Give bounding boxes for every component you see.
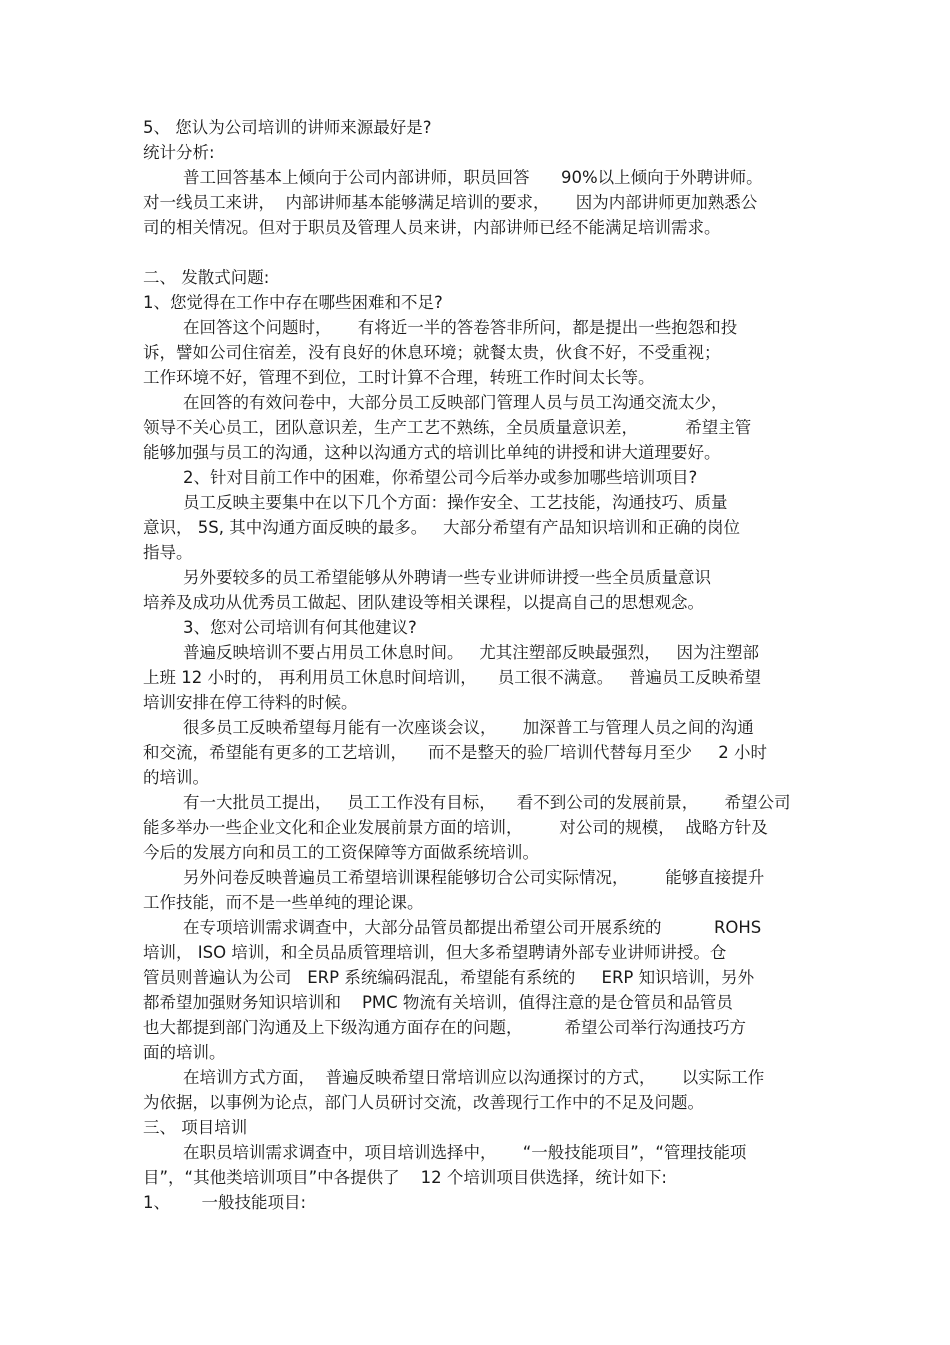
question-2-heading: 2、针对目前工作中的困难，你希望公司今后举办或参加哪些培训项目? (183, 468, 698, 487)
paragraph-line: 员工反映主要集中在以下几个方面：操作安全、工艺技能，沟通技巧、质量 (183, 493, 728, 512)
paragraph-line: 目”，“其他类培训项目”中各提供了 12 个培训项目供选择，统计如下: (143, 1168, 667, 1187)
paragraph-line: 很多员工反映希望每月能有一次座谈会议， 加深普工与管理人员之间的沟通 (183, 718, 754, 737)
paragraph-line: 在专项培训需求调查中，大部分品管员都提出希望公司开展系统的 ROHS (183, 918, 762, 937)
question-3-heading: 3、您对公司培训有何其他建议? (183, 618, 417, 637)
paragraph-line: 培训， ISO 培训，和全员品质管理培训，但大多希望聘请外部专业讲师讲授。仓 (143, 943, 727, 962)
paragraph-line: 工作技能，而不是一些单纯的理论课。 (143, 893, 424, 912)
paragraph-line: 指导。 (143, 543, 193, 562)
paragraph-line: 在回答这个问题时， 有将近一半的答卷答非所问，都是提出一些抱怨和投 (183, 318, 738, 337)
paragraph-line: 在回答的有效问卷中，大部分员工反映部门管理人员与员工沟通交流太少， (183, 393, 728, 412)
paragraph-line: 诉，譬如公司住宿差，没有良好的休息环境；就餐太贵，伙食不好，不受重视； (143, 343, 721, 362)
paragraph-line: 培养及成功从优秀员工做起、团队建设等相关课程，以提高自己的思想观念。 (143, 593, 704, 612)
paragraph-line: 和交流，希望能有更多的工艺培训， 而不是整天的验厂培训代替每月至少 2 小时 (143, 743, 767, 762)
paragraph-line: 司的相关情况。但对于职员及管理人员来讲，内部讲师已经不能满足培训需求。 (143, 218, 721, 237)
paragraph-line: 都希望加强财务知识培训和 PMC 物流有关培训，值得注意的是仓管员和品管员 (143, 993, 733, 1012)
paragraph-line: 在培训方式方面， 普遍反映希望日常培训应以沟通探讨的方式， 以实际工作 (183, 1068, 765, 1087)
paragraph-line: 管员则普遍认为公司 ERP 系统编码混乱，希望能有系统的 ERP 知识培训，另外 (143, 968, 755, 987)
paragraph-line: 有一大批员工提出， 员工工作没有目标， 看不到公司的发展前景， 希望公司 (183, 793, 791, 812)
paragraph-line: 能够加强与员工的沟通，这种以沟通方式的培训比单纯的讲授和讲大道理要好。 (143, 443, 721, 462)
paragraph-line: 在职员培训需求调查中，项目培训选择中， “一般技能项目”，“管理技能项 (183, 1143, 747, 1162)
section-2-heading: 二、 发散式问题: (143, 268, 270, 287)
paragraph-line: 普遍反映培训不要占用员工休息时间。 尤其注塑部反映最强烈， 因为注塑部 (183, 643, 759, 662)
section-3-heading: 三、 项目培训 (143, 1118, 248, 1137)
question-5-heading: 5、 您认为公司培训的讲师来源最好是? (143, 118, 432, 137)
paragraph-line: 的培训。 (143, 768, 209, 787)
paragraph-line: 上班 12 小时的， 再利用员工休息时间培训， 员工很不满意。 普遍员工反映希望 (143, 668, 761, 687)
paragraph-line: 对一线员工来讲， 内部讲师基本能够满足培训的要求， 因为内部讲师更加熟悉公 (143, 193, 758, 212)
subsection-1-heading: 1、 一般技能项目: (143, 1193, 307, 1212)
paragraph-line: 为依据，以事例为论点，部门人员研讨交流，改善现行工作中的不足及问题。 (143, 1093, 704, 1112)
paragraph-line: 也大都提到部门沟通及上下级沟通方面存在的问题， 希望公司举行沟通技巧方 (143, 1018, 746, 1037)
paragraph-line: 能多举办一些企业文化和企业发展前景方面的培训， 对公司的规模， 战略方针及 (143, 818, 768, 837)
paragraph-line: 培训安排在停工待料的时候。 (143, 693, 358, 712)
paragraph-line: 工作环境不好，管理不到位，工时计算不合理，转班工作时间太长等。 (143, 368, 655, 387)
paragraph-line: 今后的发展方向和员工的工资保障等方面做系统培训。 (143, 843, 539, 862)
paragraph-line: 另外问卷反映普遍员工希望培训课程能够切合公司实际情况， 能够直接提升 (183, 868, 765, 887)
paragraph-line: 意识， 5S, 其中沟通方面反映的最多。 大部分希望有产品知识培训和正确的岗位 (143, 518, 740, 537)
paragraph-line: 普工回答基本上倾向于公司内部讲师，职员回答 90%以上倾向于外聘讲师。 (183, 168, 763, 187)
statistics-label: 统计分析: (143, 143, 215, 162)
paragraph-line: 领导不关心员工，团队意识差，生产工艺不熟练，全员质量意识差， 希望主管 (143, 418, 752, 437)
question-1-heading: 1、您觉得在工作中存在哪些困难和不足? (143, 293, 443, 312)
paragraph-line: 面的培训。 (143, 1043, 226, 1062)
paragraph-line: 另外要较多的员工希望能够从外聘请一些专业讲师讲授一些全员质量意识 (183, 568, 711, 587)
